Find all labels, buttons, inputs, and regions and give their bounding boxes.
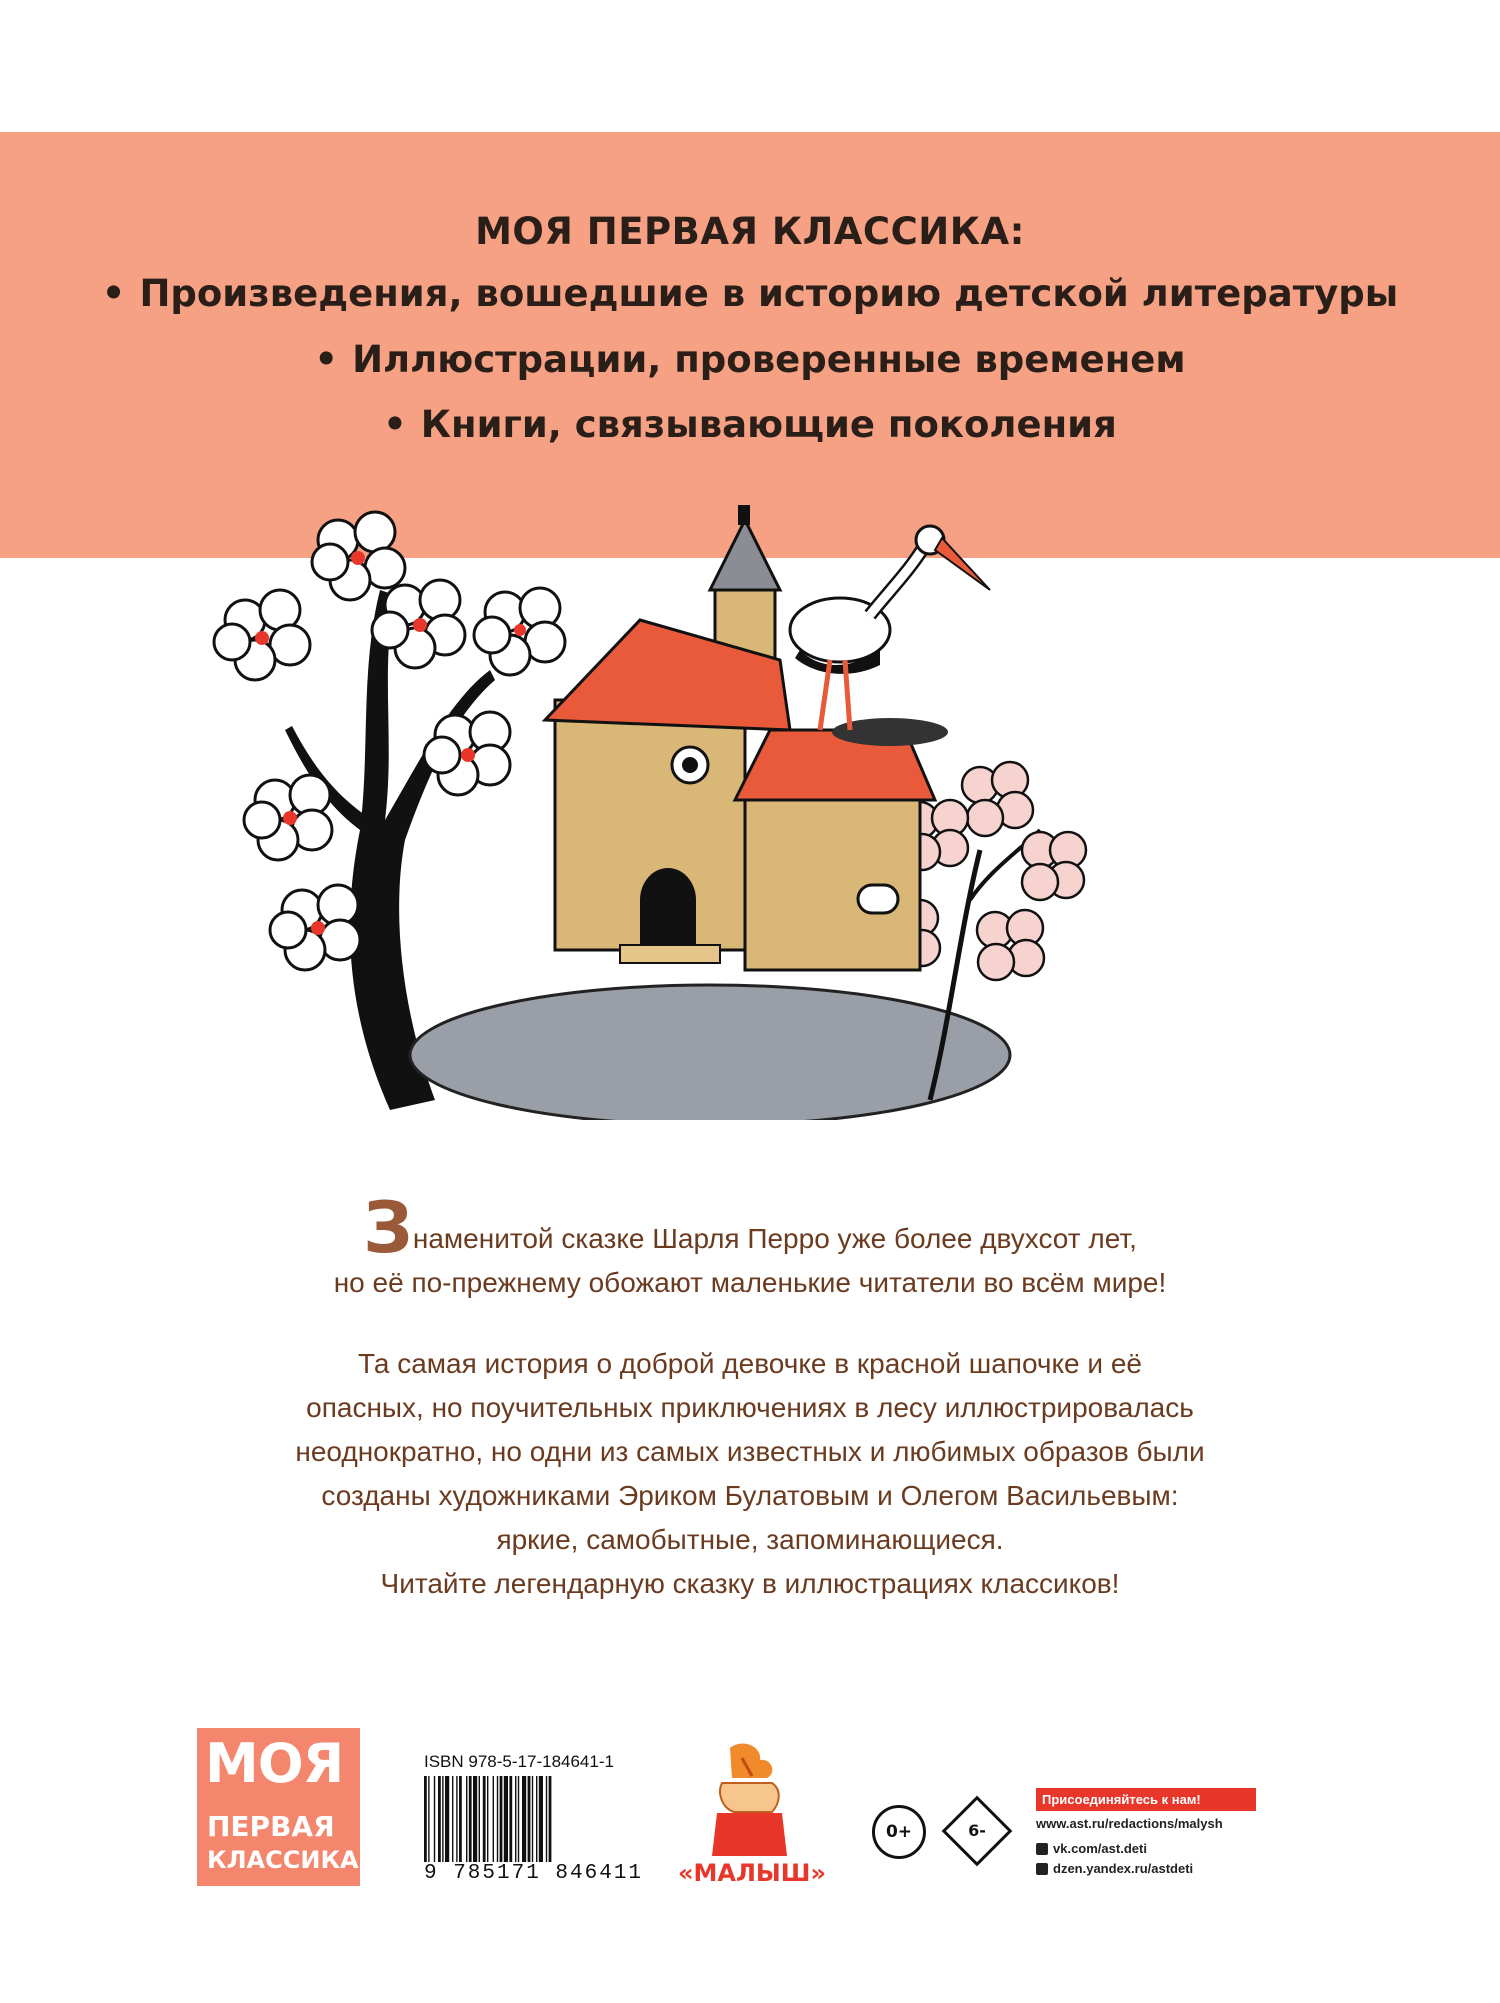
ean-text: 9 785171 846411 (424, 1862, 644, 1885)
barcode-bar (493, 1776, 494, 1862)
barcode-bar (428, 1776, 429, 1862)
barcode-bar (487, 1776, 488, 1862)
join-us-label: Присоединяйтесь к нам! (1036, 1788, 1256, 1811)
vk-icon (1036, 1843, 1048, 1855)
barcode-bar (473, 1776, 477, 1862)
barcode-bar (456, 1776, 457, 1862)
description-paragraph-1: Знаменитой сказке Шарля Перро уже более двухсот лет, но её по-прежнему обожают маленькие читатели во всём мире! (333, 1187, 1167, 1298)
barcode-bar (532, 1776, 533, 1862)
description-paragraph-2: Та самая история о доброй девочке в красной шапочке и её опасных, но поучительных приключениях в лесу иллюстрировалась неоднократно, но одни из самых известных и любимых образов были созданы художниками Эриком Булатовым и Олегом Васильевым: яркие, самобытные, запоминающиеся. Читайте легендарную сказку в иллюстрациях классиков! (295, 1348, 1205, 1599)
isbn-text: ISBN 978-5-17-184641-1 (424, 1752, 614, 1771)
publisher-name: «МАЛЫШ» (678, 1859, 826, 1887)
series-title: МОЯ ПЕРВАЯ КЛАССИКА: (475, 210, 1025, 253)
barcode-bar (469, 1776, 472, 1862)
barcode-bar (539, 1776, 543, 1862)
barcode (424, 1752, 644, 1885)
barcode-bar (528, 1776, 531, 1862)
barcode-bar (518, 1776, 519, 1862)
publisher-logo (672, 1738, 832, 1888)
barcode-bar (515, 1776, 516, 1862)
series-logo: МОЯ ПЕРВАЯ КЛАССИКА (197, 1728, 360, 1886)
barcode-bar (549, 1776, 552, 1862)
barcode-bar (483, 1776, 486, 1862)
barcode-bar (466, 1776, 467, 1862)
barcode-bar (442, 1776, 443, 1862)
barcode-bar (504, 1776, 508, 1862)
drop-cap: З (363, 1187, 413, 1269)
barcode-bar (434, 1776, 435, 1862)
barcode-bars (424, 1776, 636, 1862)
bullet-item: • Произведения, вошедшие в историю детской литературы (101, 272, 1399, 315)
website-link[interactable]: www.ast.ru/redactions/malysh (1036, 1816, 1223, 1831)
dzen-link[interactable]: dzen.yandex.ru/astdeti (1036, 1861, 1256, 1876)
vk-link[interactable]: vk.com/ast.deti (1036, 1841, 1256, 1856)
barcode-bar (445, 1776, 449, 1862)
barcode-bar (536, 1776, 537, 1862)
house-stork-illustration (190, 500, 1090, 1120)
age-rating-circle: 0+ (872, 1805, 926, 1859)
barcode-bar (522, 1776, 526, 1862)
dzen-icon (1036, 1863, 1048, 1875)
bullet-item: • Книги, связывающие поколения (383, 403, 1117, 446)
barcode-bar (479, 1776, 480, 1862)
barcode-bar (546, 1776, 547, 1862)
social-links-block (1036, 1788, 1256, 1876)
barcode-bar (500, 1776, 503, 1862)
barcode-bar (459, 1776, 462, 1862)
barcode-bar (497, 1776, 498, 1862)
bullet-item: • Иллюстрации, проверенные временем (314, 338, 1186, 381)
age-rating-diamond: 6- (942, 1796, 1013, 1867)
barcode-bar (438, 1776, 441, 1862)
barcode-bar (509, 1776, 512, 1862)
barcode-bar (452, 1776, 453, 1862)
barcode-bar (424, 1776, 427, 1862)
